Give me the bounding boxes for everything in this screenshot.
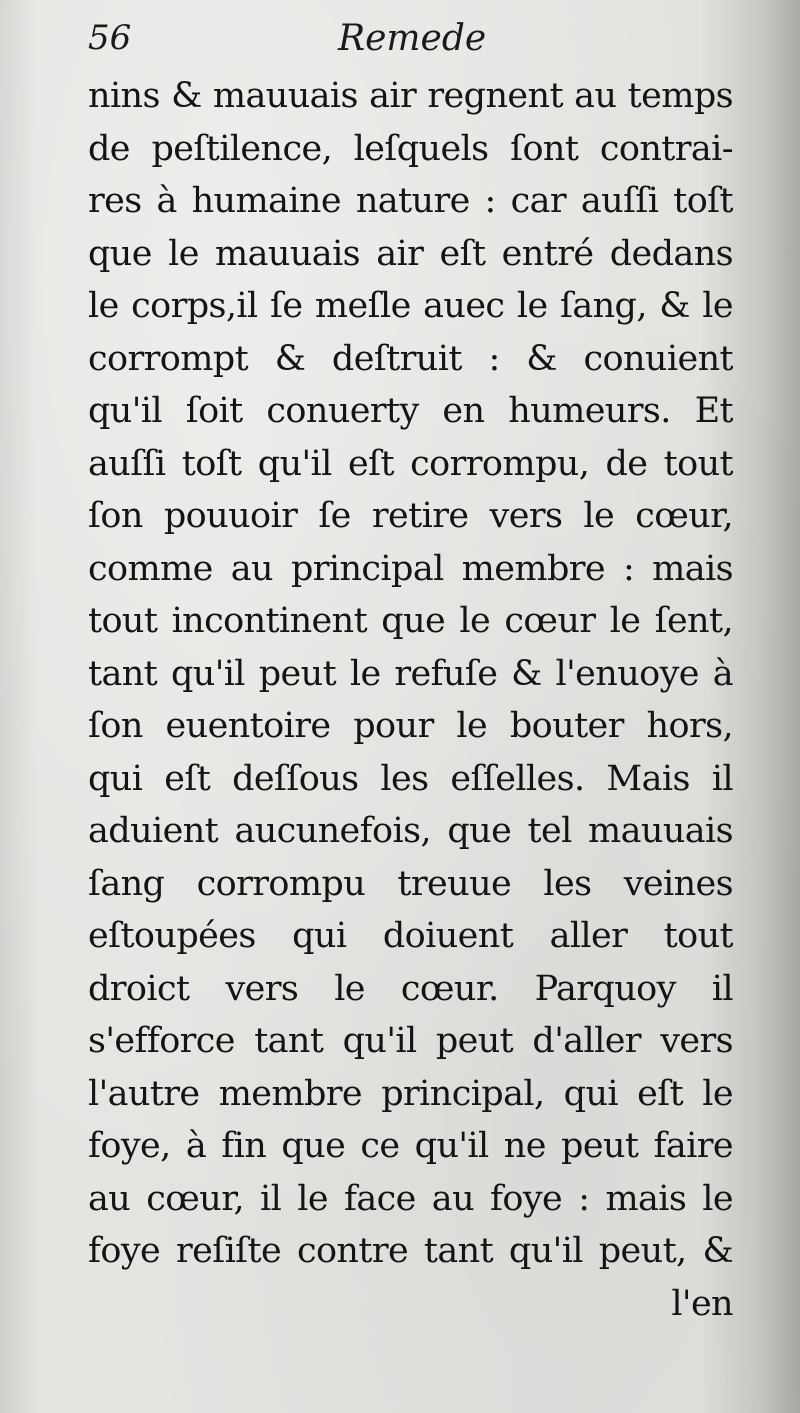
text-line: foye reſiſte contre tant qu'il peut, & xyxy=(88,1231,733,1271)
text-line: corrompt & deſtruit : & conuient xyxy=(88,338,733,379)
text-line: ſon pouuoir ſe retire vers le cœur, xyxy=(88,496,733,536)
text-line: de peſtilence, leſquels ſont contrai- xyxy=(88,128,733,169)
page-header xyxy=(88,14,728,64)
text-line: ſon euentoire pour le bouter hors, xyxy=(88,706,733,746)
text-line: aduient aucunefois, que tel mauuais xyxy=(88,811,733,851)
text-line: tout incontinent que le cœur le ſent, xyxy=(88,601,733,641)
text-line: ſang corrompu treuue les veines xyxy=(88,863,733,904)
text-line: au cœur, il le face au foye : mais le xyxy=(88,1178,733,1219)
running-head: Remede xyxy=(338,18,487,59)
page-number: 56 xyxy=(88,18,132,58)
text-line: s'efforce tant qu'il peut d'aller vers xyxy=(88,1021,733,1061)
text-line: nins & mauuais air regnent au temps xyxy=(88,76,733,116)
text-line: le corps,il ſe meſle auec le ſang, & le xyxy=(88,286,733,326)
text-line: l'autre membre principal, qui eſt le xyxy=(88,1073,733,1114)
text-line: droict vers le cœur. Parquoy il xyxy=(88,968,733,1009)
text-line: res à humaine nature : car auſſi toſt xyxy=(88,181,733,221)
catchword: l'en xyxy=(671,1283,733,1324)
body-text xyxy=(88,70,733,1330)
text-line: qu'il ſoit conuerty en humeurs. Et xyxy=(88,391,733,431)
text-line: comme au principal membre : mais xyxy=(88,548,733,589)
text-line: auſſi toſt qu'il eſt corrompu, de tout xyxy=(88,443,733,484)
text-line: tant qu'il peut le refuſe & l'enuoye à xyxy=(88,653,733,694)
text-line: que le mauuais air eſt entré dedans xyxy=(88,233,733,274)
text-line: foye, à fin que ce qu'il ne peut faire xyxy=(88,1126,733,1166)
text-line: eſtoupées qui doiuent aller tout xyxy=(88,916,733,956)
text-line: qui eſt deſſous les eſſelles. Mais il xyxy=(88,758,733,799)
